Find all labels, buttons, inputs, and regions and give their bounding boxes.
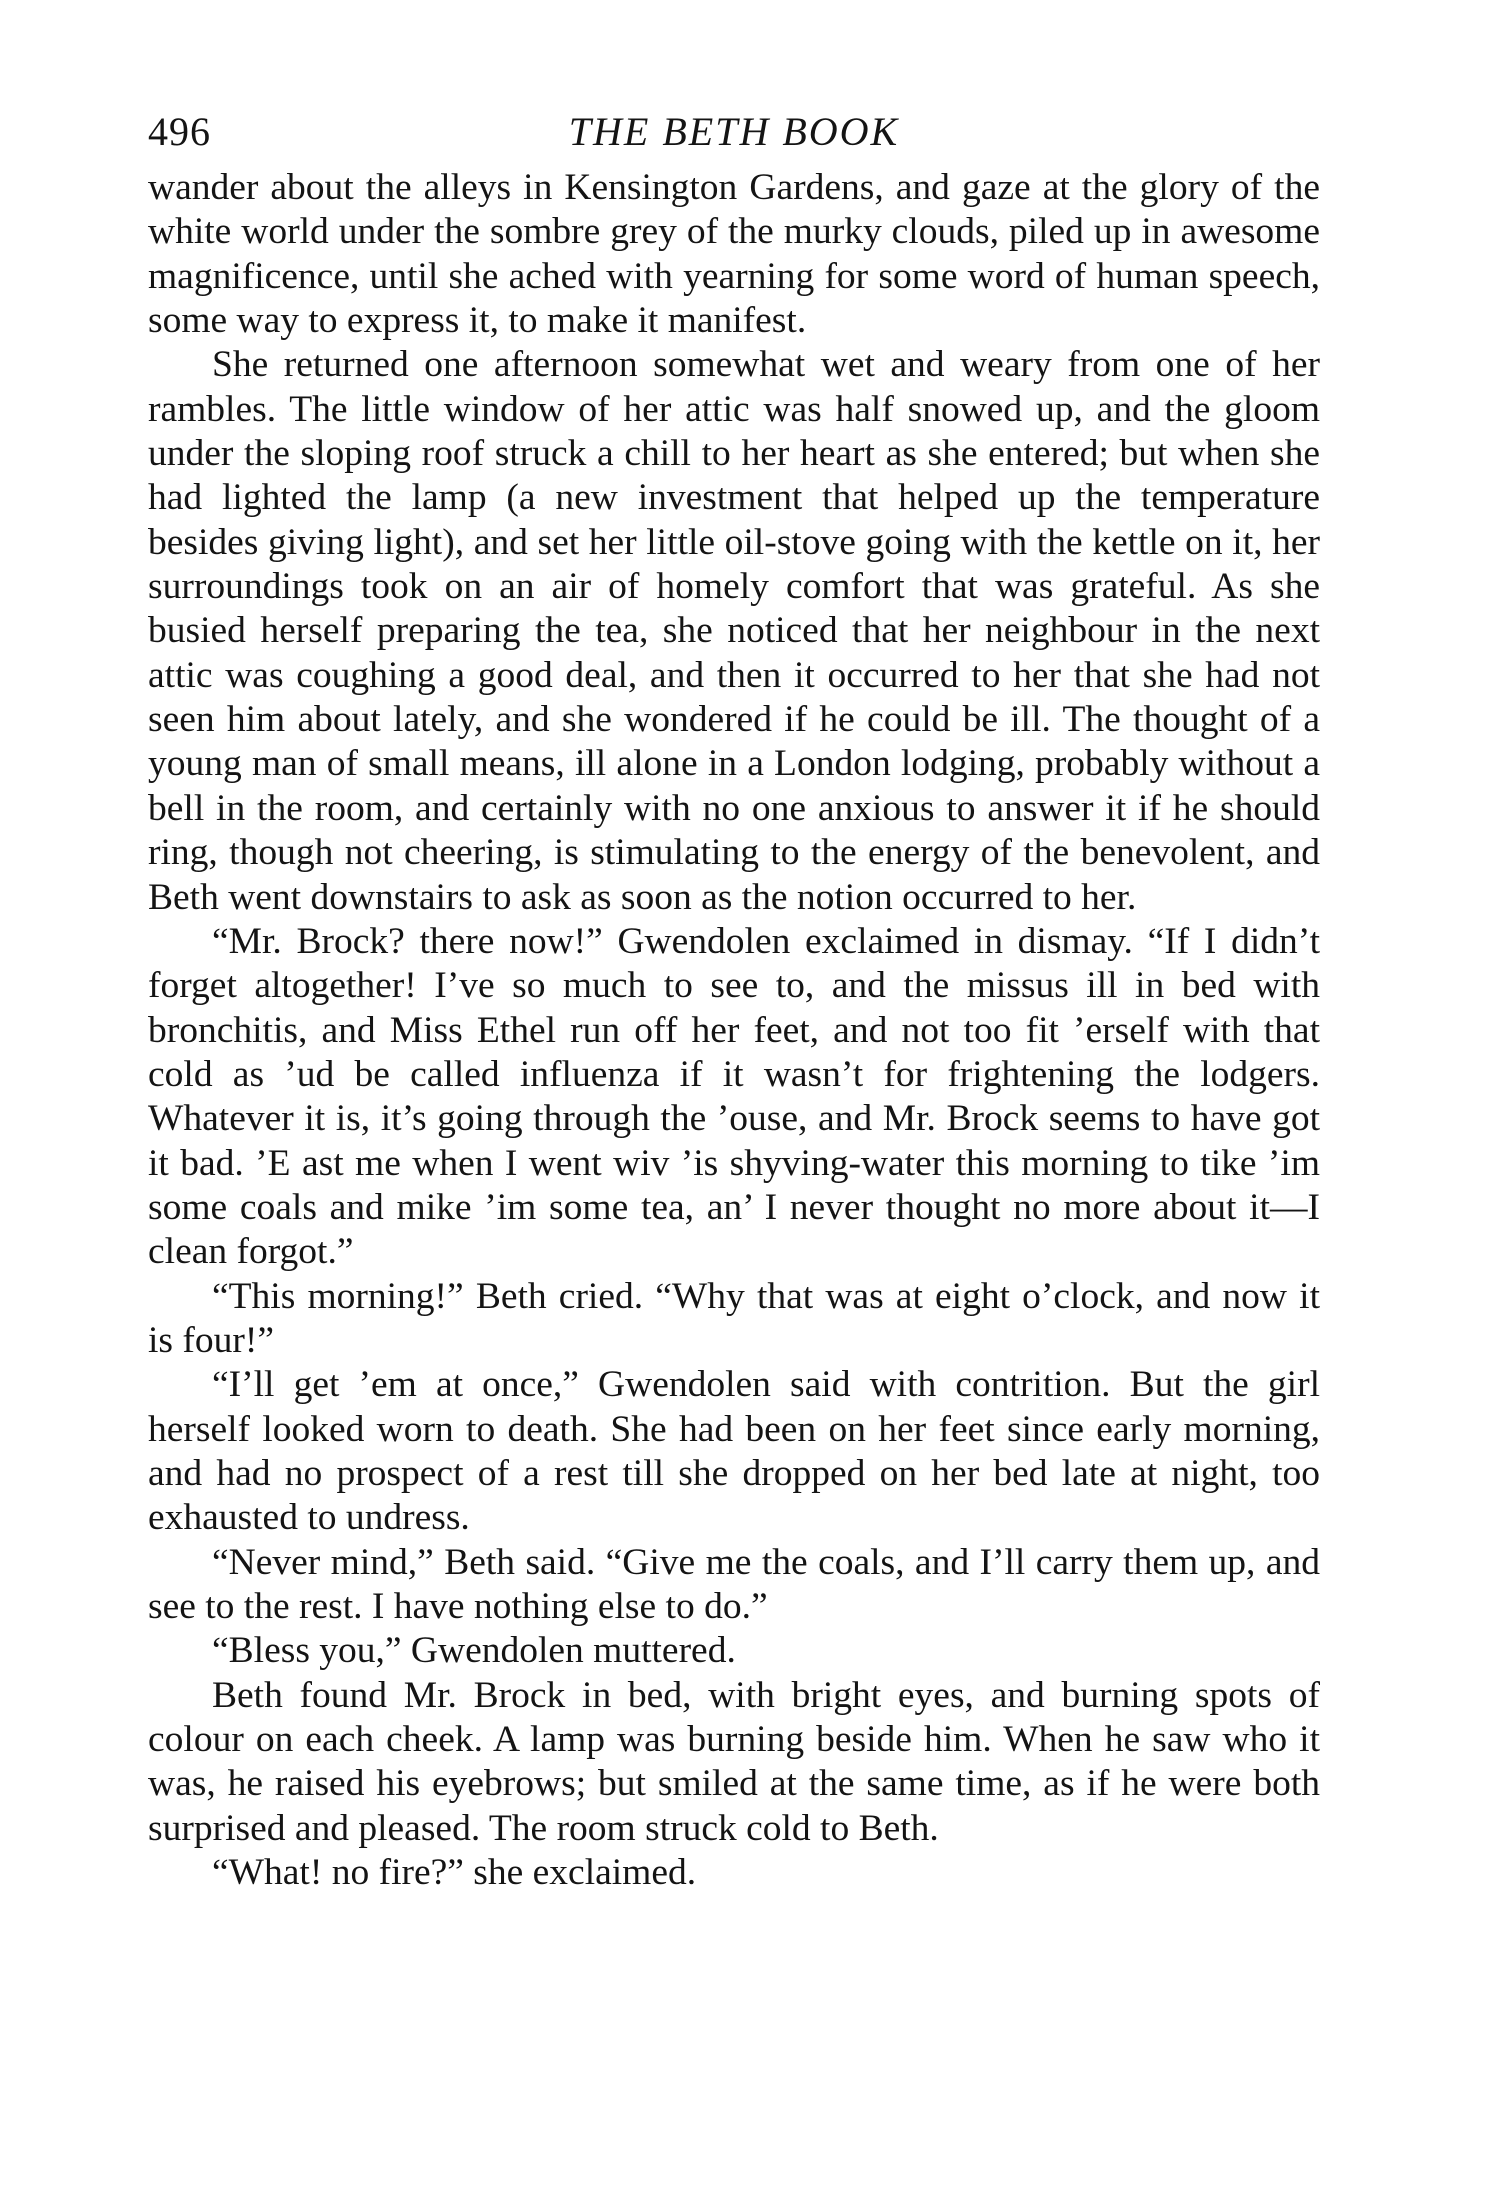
paragraph: She returned one afternoon somewhat wet and weary from one of her rambles. The little window of her attic was half snowed up, and the gloom under the sloping roof struck a chill to her heart as she entered; but when she had lighted the lamp (a new investment that helped up the temperature besides giving light), and set her little oil-stove going with the kettle on it, her surroundings took on an air of homely comfort that was grateful. As she busied herself preparing the tea, she noticed that her neighbour in the next attic was coughing a good deal, and then it occurred to her that she had not seen him about lately, and she wondered if he could be ill. The thought of a young man of small means, ill alone in a London lodging, probably without a bell in the room, and certainly with no one anxious to answer it if he should ring, though not cheering, is stimulating to the energy of the benevolent, and Beth went downstairs to ask as soon as the notion occurred to her.: [148, 344, 1320, 918]
running-title: THE BETH BOOK: [568, 109, 900, 154]
paragraph: Beth found Mr. Brock in bed, with bright eyes, and burning spots of colour on each cheek. A lamp was burning beside him. When he saw who it was, he raised his eyebrows; but smiled at the same time, as if he were both surprised and pleased. The room struck cold to Beth.: [148, 1674, 1320, 1849]
paragraph-continued: wander about the alleys in Kensington Gardens, and gaze at the glory of the white world under the sombre grey of the murky clouds, piled up in awesome magnificence, until she ached with yearning for some word of human speech, some way to express it, to make it manifest.: [148, 167, 1320, 342]
paragraph: “What! no fire?” she exclaimed.: [212, 1852, 697, 1894]
page-header: [148, 100, 1320, 164]
paragraph: “Bless you,” Gwendolen muttered.: [212, 1630, 736, 1672]
book-page: [148, 100, 1320, 2140]
paragraph: “Never mind,” Beth said. “Give me the coals, and I’ll carry them up, and see to the rest. I have nothing else to do.”: [148, 1541, 1320, 1627]
page-number: 496: [148, 109, 211, 154]
paragraph: “I’ll get ’em at once,” Gwendolen said with contrition. But the girl herself looked worn to death. She had been on her feet since early morning, and had no prospect of a rest till she dropped on her bed late at night, too exhausted to undress.: [148, 1364, 1320, 1539]
body-text: [148, 166, 1320, 1895]
paragraph: “This morning!” Beth cried. “Why that was at eight o’clock, and now it is four!”: [148, 1275, 1320, 1361]
paragraph: “Mr. Brock? there now!” Gwendolen exclaimed in dismay. “If I didn’t forget altogether! I’ve so much to see to, and the missus ill in bed with bronchitis, and Miss Ethel run off her feet, and not too fit ’erself with that cold as ’ud be called influenza if it wasn’t for frightening the lodgers. Whatever it is, it’s going through the ’ouse, and Mr. Brock seems to have got it bad. ’E ast me when I went wiv ’is shyving-water this morning to tike ’im some coals and mike ’im some tea, an’ I never thought no more about it—I clean forgot.”: [148, 920, 1320, 1273]
